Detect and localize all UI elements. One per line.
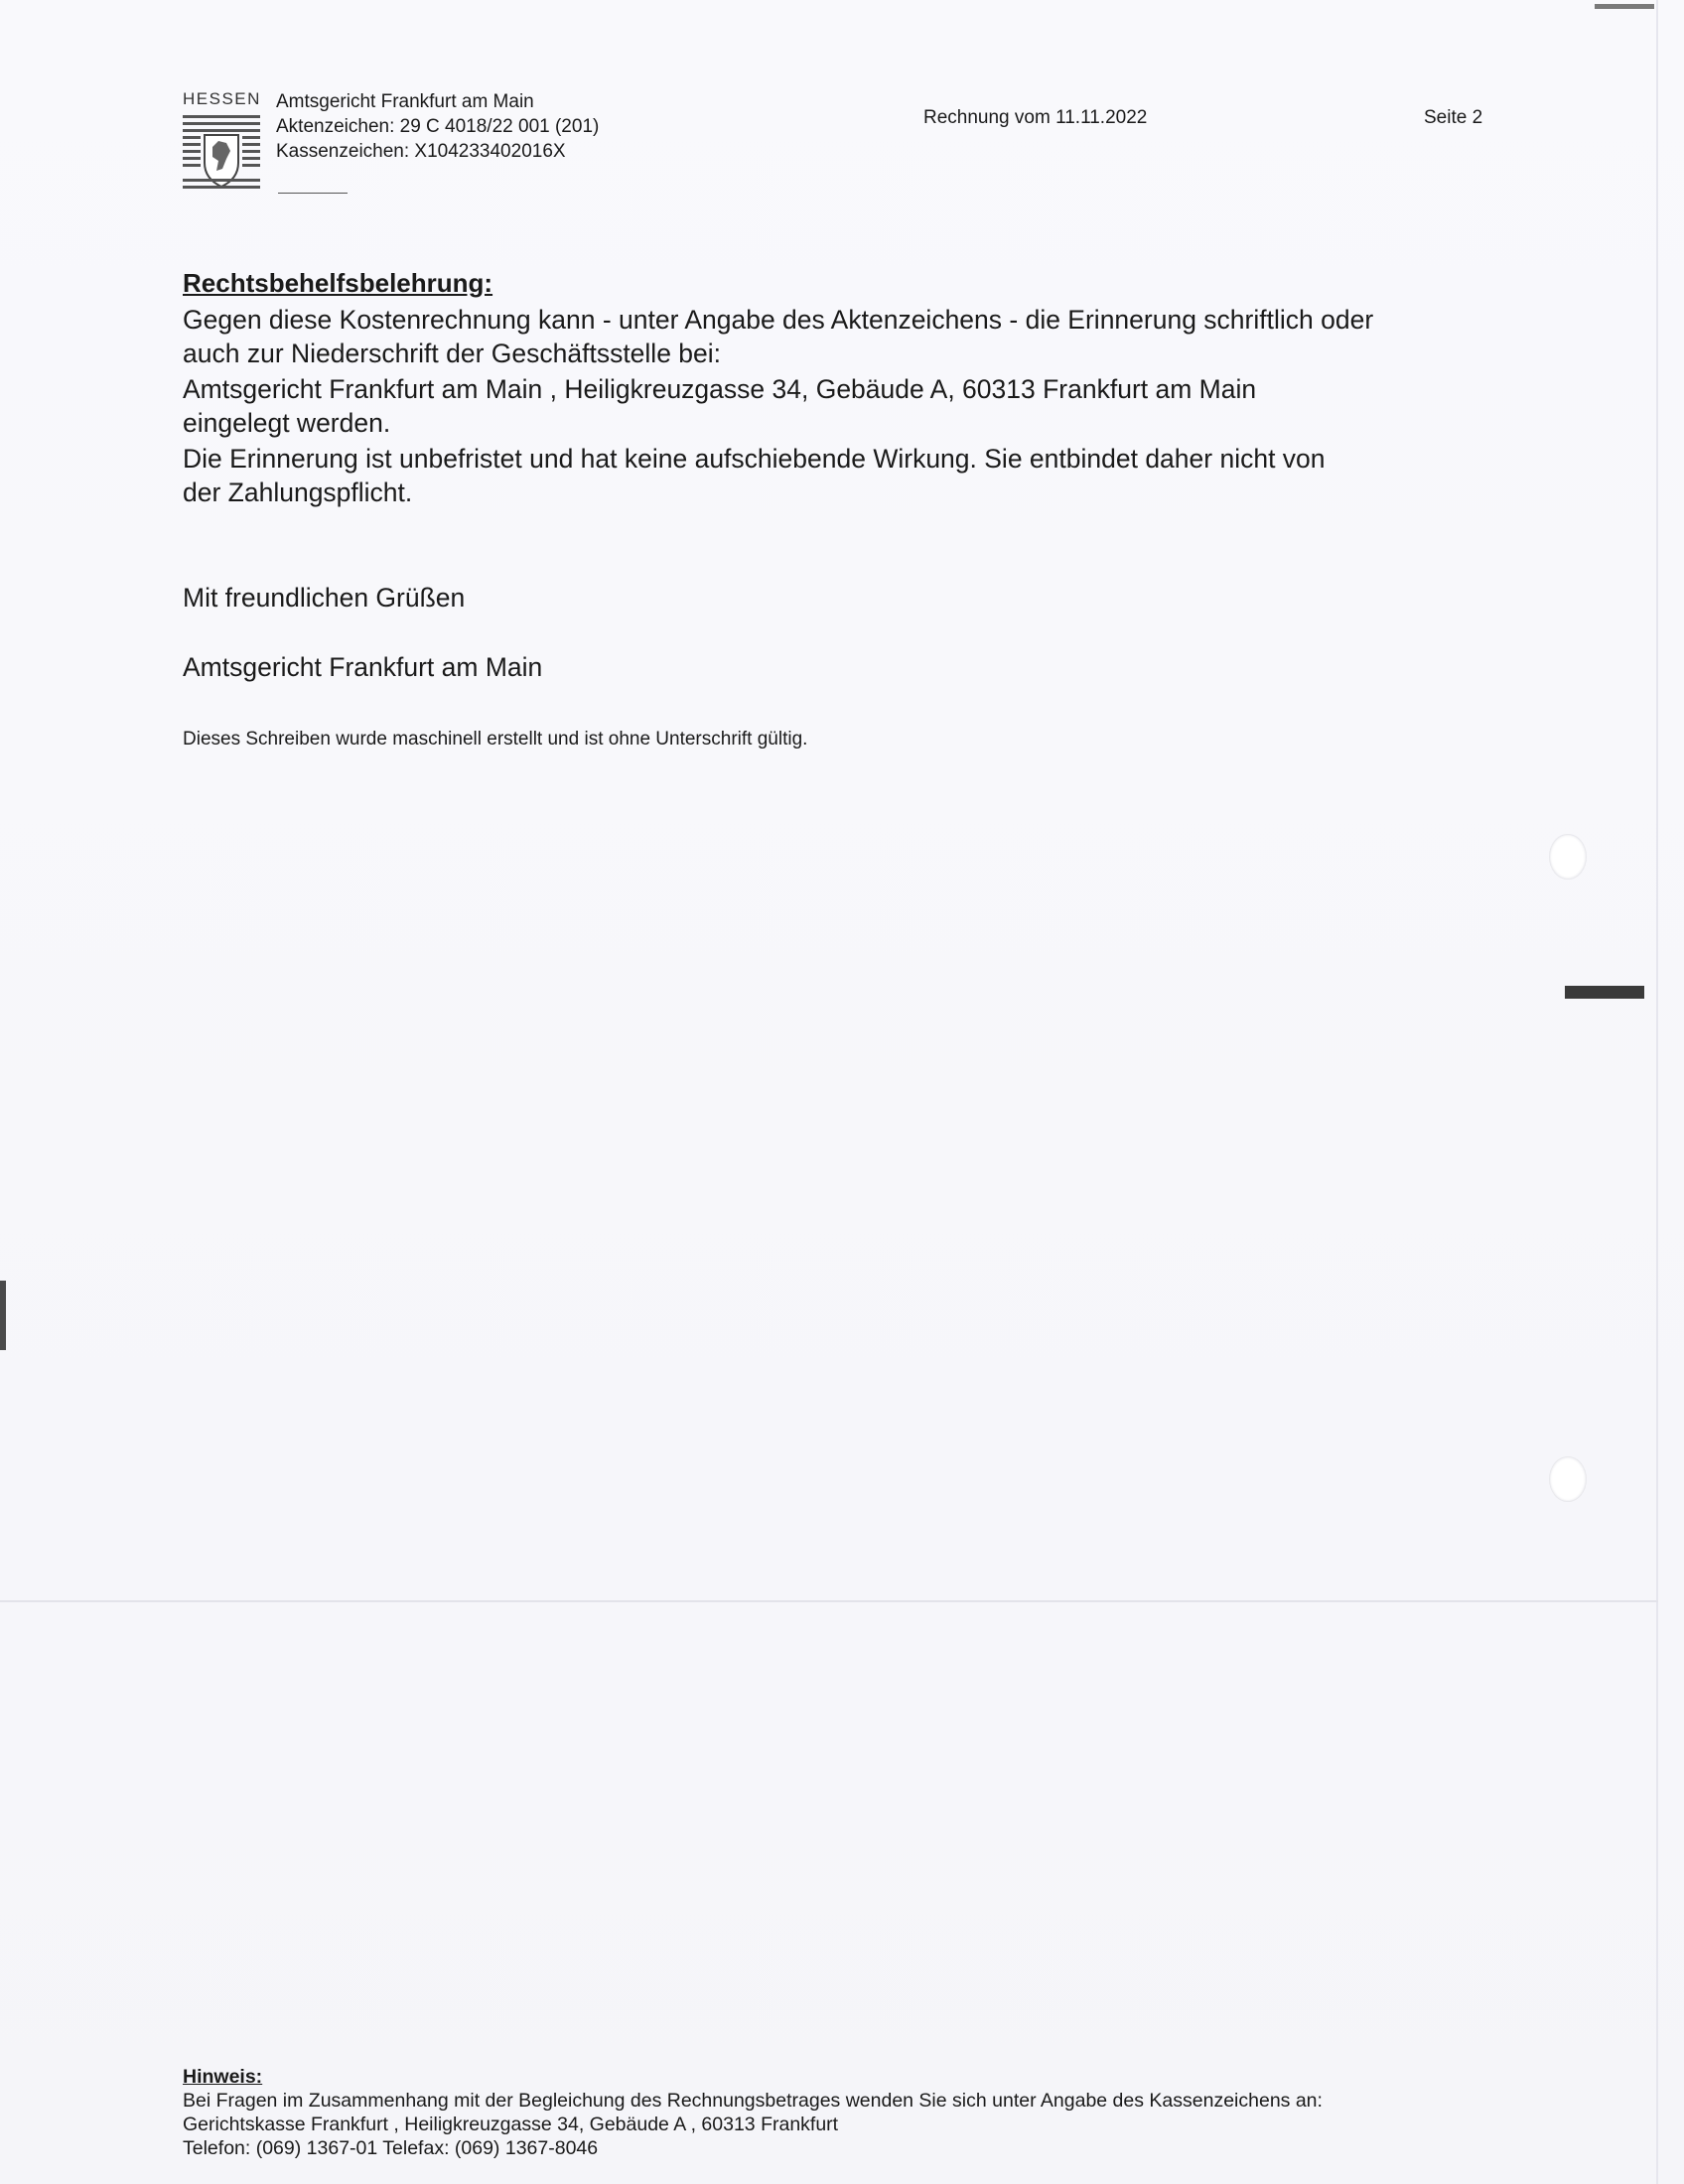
page-number: Seite 2 — [1424, 107, 1483, 128]
fold-mark — [1565, 986, 1644, 999]
legal-remedy-heading: Rechtsbehelfsbelehrung: — [183, 268, 493, 298]
header-rule — [278, 193, 348, 194]
paragraph-line: auch zur Niederschrift der Geschäftsstelle bei: — [183, 339, 722, 368]
machine-generated-note: Dieses Schreiben wurde maschinell erstellt und ist ohne Unterschrift gültig. — [183, 729, 808, 750]
cash-number: Kassenzeichen: X104233402016X — [276, 141, 566, 162]
greeting: Mit freundlichen Grüßen — [183, 583, 466, 613]
legal-remedy-note — [183, 442, 1593, 509]
scan-edge-mark — [0, 1281, 6, 1350]
paragraph-line: der Zahlungspflicht. — [183, 478, 413, 507]
punch-hole-icon — [1549, 1456, 1587, 1502]
paragraph-line: Gegen diese Kostenrechnung kann - unter Angabe des Aktenzeichens - die Erinnerung schriftlich oder — [183, 305, 1374, 335]
hessen-logo — [183, 89, 262, 195]
file-number: Aktenzeichen: 29 C 4018/22 001 (201) — [276, 116, 600, 137]
paper-edge — [1656, 0, 1658, 2184]
logo-text: HESSEN — [183, 89, 261, 108]
footer-line: Telefon: (069) 1367-01 Telefax: (069) 1367-8046 — [183, 2137, 599, 2159]
letterhead — [183, 89, 599, 195]
legal-remedy-address — [183, 372, 1593, 440]
invoice-date: Rechnung vom 11.11.2022 — [923, 107, 1148, 128]
paper-fold-line — [0, 1600, 1658, 1602]
punch-hole-icon — [1549, 834, 1587, 880]
footer-note — [183, 2065, 1323, 2160]
paragraph-line: Die Erinnerung ist unbefristet und hat keine aufschiebende Wirkung. Sie entbindet daher nicht von — [183, 444, 1326, 474]
footer-line: Bei Fragen im Zusammenhang mit der Begleichung des Rechnungsbetrages wenden Sie sich unter Angabe des Kassenzeichens an: — [183, 2090, 1323, 2112]
footer-line: Gerichtskasse Frankfurt , Heiligkreuzgasse 34, Gebäude A , 60313 Frankfurt — [183, 2114, 839, 2135]
footer-title: Hinweis: — [183, 2066, 263, 2088]
signature: Amtsgericht Frankfurt am Main — [183, 652, 543, 682]
legal-remedy-text — [183, 303, 1593, 370]
hessen-coat-of-arms-icon — [183, 113, 260, 195]
court-name: Amtsgericht Frankfurt am Main — [276, 91, 534, 112]
paragraph-line: Amtsgericht Frankfurt am Main , Heiligkreuzgasse 34, Gebäude A, 60313 Frankfurt am Main — [183, 374, 1257, 404]
scan-edge-mark — [1595, 4, 1654, 9]
paragraph-line: eingelegt werden. — [183, 408, 391, 438]
